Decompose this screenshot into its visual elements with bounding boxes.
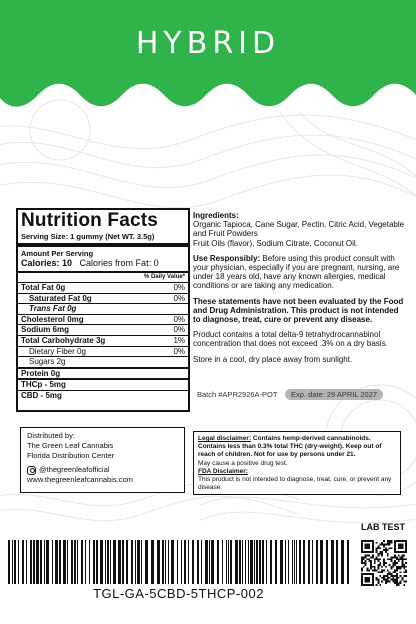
barcode-bar [52, 540, 53, 584]
distributor-name: The Green Leaf Cannabis [27, 441, 114, 450]
sku-code: TGL-GA-5CBD-5THCP-002 [93, 586, 264, 601]
nutrition-facts-title: Nutrition Facts [21, 210, 159, 231]
barcode-bar [12, 540, 13, 584]
nutrient-row: Cholesterol 0mg 0% [18, 315, 188, 326]
use-responsibly-text: Before using this product consult with your physician, especially if you are pregnant, nursing, are under 18 years old, have any known allergies, medical conditions or are taking any medication. [193, 253, 400, 291]
barcode-bar [205, 540, 208, 584]
barcode-bar [107, 540, 109, 584]
barcode-bar [285, 540, 286, 584]
barcode-bar [181, 540, 182, 584]
barcode-bar [280, 540, 283, 584]
barcode-bar [242, 540, 243, 584]
ingredients-title: Ingredients: [193, 211, 239, 220]
barcode-bar [192, 540, 194, 584]
serving-size: Serving Size: 1 gummy (Net WT. 3.5g) [18, 231, 188, 247]
barcode-bar [18, 540, 19, 584]
barcode-bar [122, 540, 124, 584]
barcode-bar [110, 540, 111, 584]
barcode-bar [141, 540, 142, 584]
barcode-bar [59, 540, 61, 584]
legal-disclaimer [198, 435, 396, 443]
barcode-bar [30, 540, 32, 584]
legal-disclaimer-box [193, 431, 401, 495]
use-responsibly [193, 254, 405, 291]
delta9-statement: Product contains a total delta-9 tetrahydrocannabinol concentration that does not exceed .3% on a dry basis. [193, 330, 388, 349]
barcode-bar [126, 540, 128, 584]
barcode-bar [245, 540, 246, 584]
legal-drug-test: May cause a positive drug test. [198, 459, 288, 467]
barcode-bar [184, 540, 186, 584]
fda-disclaimer-label: FDA Disclaimer: [198, 467, 248, 475]
barcode-bar [26, 540, 27, 584]
barcode-bar [211, 540, 214, 584]
barcode-bar [256, 540, 258, 584]
storage-instructions: Store in a cool, dry place away from sunlight. [193, 354, 353, 364]
instagram-icon [27, 466, 36, 475]
barcode-bar [63, 540, 66, 584]
website-link[interactable]: www.thegreenleafcannabis.com [27, 475, 133, 484]
fda-disclaimer-text: This product is not intended to diagnose, treat, cure, or prevent any disease. [198, 476, 392, 492]
lab-test-qr-code[interactable] [361, 540, 407, 586]
barcode-bar [266, 540, 267, 584]
expiry-date-badge: Exp. date: 29 APRIL 2027 [285, 389, 383, 400]
product-barcode [8, 540, 351, 584]
barcode-bar [316, 540, 318, 584]
barcode-bar [312, 540, 313, 584]
use-responsibly-label: Use Responsibly: [193, 253, 261, 263]
barcode-bar [239, 540, 241, 584]
barcode-bar [157, 540, 160, 584]
distributed-by-label: Distributed by: [27, 431, 75, 440]
legal-thc-statement: Contains less than 0.3% total THC (dry-weight). Keep out of reach of children. Not for use by persons under 21. [198, 443, 382, 459]
barcode-bar [85, 540, 86, 584]
barcode-bar [248, 540, 249, 584]
barcode-bar [177, 540, 178, 584]
barcode-bar [292, 540, 293, 584]
barcode-bar [151, 540, 154, 584]
nutrient-row: THCp - 5mg [18, 380, 188, 391]
nutrient-row: Dietary Fiber 0g 0% [18, 347, 188, 358]
barcode-bar [217, 540, 219, 584]
batch-number: Batch #APR2926A-POT [197, 390, 278, 399]
nutrient-row: Sodium 6mg 0% [18, 325, 188, 336]
barcode-bar [165, 540, 166, 584]
barcode-bar [228, 540, 229, 584]
nutrient-row: Trans Fat 0g [18, 304, 188, 315]
barcode-bar [303, 540, 305, 584]
daily-value-header: % Daily Value* [18, 273, 188, 283]
product-info-column [193, 211, 405, 364]
barcode-bar [331, 540, 334, 584]
nutrient-row: Total Fat 0g 0% [18, 283, 188, 294]
barcode-bar [135, 540, 136, 584]
product-title: HYBRID [135, 26, 281, 61]
barcode-bar [294, 540, 295, 584]
ingredients-text: Organic Tapioca, Cane Sugar, Pectin, Citric Acid, Vegetable and Fruit Powders Fruit Oils (flavor), Sodium Citrate, Coconut Oil. [193, 220, 405, 248]
barcode-bar [36, 540, 39, 584]
barcode-bar [326, 540, 328, 584]
distribution-center: Florida Distribution Center [27, 451, 115, 460]
barcode-bar [33, 540, 35, 584]
lab-test-label: LAB TEST [361, 522, 405, 532]
barcode-bar [209, 540, 210, 584]
nutrient-row: Protein 0g [18, 369, 188, 381]
barcode-bar [299, 540, 301, 584]
barcode-bar [320, 540, 323, 584]
batch-row [193, 389, 408, 401]
calories-line [18, 258, 188, 273]
legal-disclaimer-lead: Contains hemp-derived cannabinoids. [251, 435, 371, 442]
barcode-bar [222, 540, 223, 584]
barcode-bar [341, 540, 344, 584]
barcode-bar [74, 540, 76, 584]
barcode-bar [67, 540, 68, 584]
barcode-bar [171, 540, 174, 584]
barcode-bar [145, 540, 148, 584]
barcode-bar [230, 540, 232, 584]
barcode-bar [168, 540, 169, 584]
nutrient-row: Sugars 2g [18, 357, 188, 369]
calories-from-fat: Calories from Fat: 0 [79, 258, 159, 268]
barcode-bar [197, 540, 199, 584]
barcode-bar [188, 540, 189, 584]
barcode-bar [93, 540, 95, 584]
barcode-bar [259, 540, 261, 584]
calories: Calories: 10 [21, 258, 73, 268]
barcode-bar [44, 540, 45, 584]
barcode-bar [55, 540, 58, 584]
header-banner [0, 0, 416, 112]
fda-statement: These statements have not been evaluated by the Food and Drug Administration. This product is not intended to diagnose, treat, cure or prevent any disease. [193, 296, 404, 325]
distributor-box [20, 427, 185, 493]
barcode-bar [105, 540, 106, 584]
barcode-bar [40, 540, 42, 584]
barcode-bar [14, 540, 16, 584]
barcode-bar [137, 540, 140, 584]
barcode-bar [46, 540, 49, 584]
amount-per-serving: Amount Per Serving [21, 249, 94, 258]
barcode-bar [113, 540, 116, 584]
barcode-bar [270, 540, 272, 584]
barcode-bar [308, 540, 310, 584]
barcode-bar [288, 540, 289, 584]
barcode-bar [235, 540, 238, 584]
barcode-bar [336, 540, 338, 584]
barcode-bar [254, 540, 255, 584]
barcode-bar [275, 540, 277, 584]
barcode-bar [296, 540, 297, 584]
barcode-bar [89, 540, 90, 584]
nutrition-facts-panel [16, 208, 190, 412]
barcode-bar [250, 540, 253, 584]
legal-disclaimer-label: Legal disclaimer: [198, 435, 252, 442]
barcode-bar [81, 540, 83, 584]
barcode-bar [347, 540, 349, 584]
barcode-bar [22, 540, 24, 584]
barcode-bar [96, 540, 98, 584]
nutrient-row: Saturated Fat 0g 0% [18, 294, 188, 305]
barcode-bar [118, 540, 121, 584]
barcode-bar [77, 540, 78, 584]
instagram-handle: @thegreenleafofficial [39, 465, 110, 474]
barcode-bar [201, 540, 202, 584]
barcode-bar [262, 540, 264, 584]
barcode-bar [71, 540, 73, 584]
barcode-bar [8, 540, 10, 584]
instagram-handle-row[interactable] [27, 465, 178, 475]
nutrient-row: Total Carbohydrate 3g 1% [18, 336, 188, 347]
barcode-bar [226, 540, 227, 584]
barcode-bar [131, 540, 133, 584]
nutrient-row: CBD - 5mg [21, 390, 62, 400]
barcode-bar [162, 540, 164, 584]
barcode-bar [100, 540, 103, 584]
